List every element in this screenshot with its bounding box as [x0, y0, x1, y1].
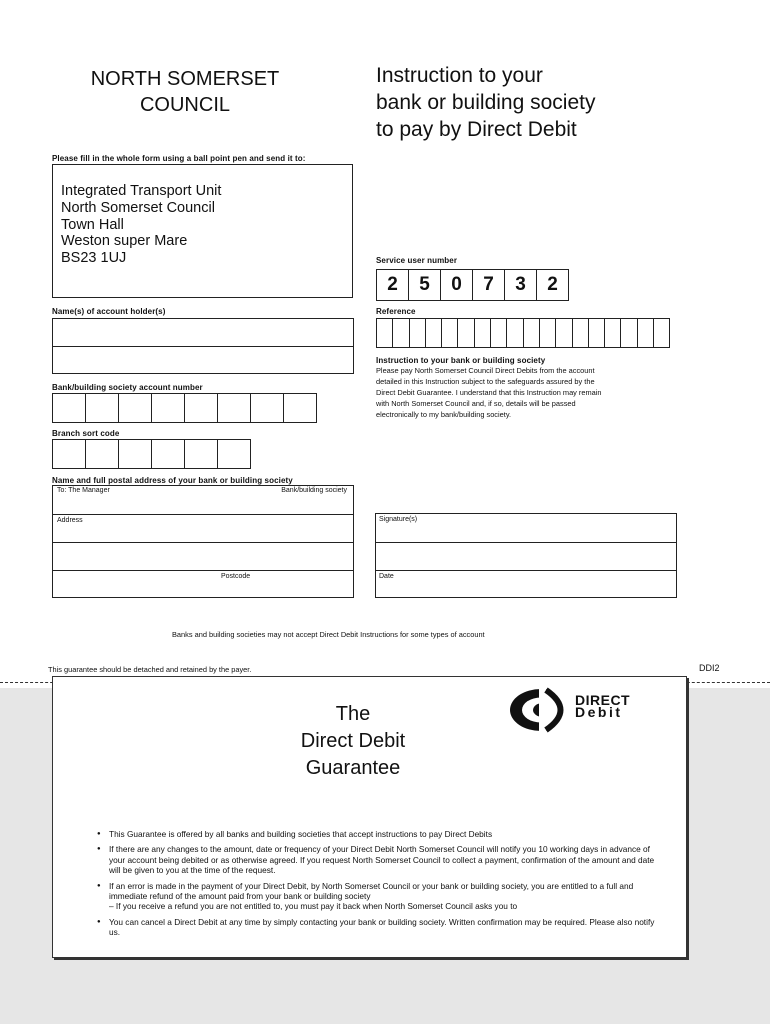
send-address-box: [52, 164, 353, 298]
service-user-label: Service user number: [376, 256, 458, 265]
sort-code-cell[interactable]: [151, 439, 185, 469]
service-user-digit: 2: [376, 269, 409, 301]
reference-cell[interactable]: [474, 318, 491, 348]
reference-cell[interactable]: [392, 318, 409, 348]
sort-code-cell[interactable]: [118, 439, 152, 469]
instruction-text-line: with North Somerset Council and, if so, details will be passed: [376, 399, 576, 408]
instruction-text-line: electronically to my bank/building society.: [376, 410, 512, 419]
address-row-1[interactable]: [53, 515, 353, 543]
guarantee-bullet-item: [97, 881, 665, 912]
instruction-text-line: Direct Debit Guarantee. I understand that this Instruction may remain: [376, 388, 602, 397]
sort-code-cell[interactable]: [217, 439, 251, 469]
reference-cell[interactable]: [555, 318, 572, 348]
sort-code-cell[interactable]: [184, 439, 218, 469]
sort-code-cell[interactable]: [52, 439, 86, 469]
service-user-digit: 5: [408, 269, 441, 301]
send-address-line: BS23 1UJ: [61, 250, 127, 267]
send-address-line: Town Hall: [61, 216, 124, 233]
account-number-label: Bank/building society account number: [52, 383, 203, 392]
direct-debit-logo: [509, 687, 659, 733]
account-number-cell[interactable]: [85, 393, 119, 423]
guarantee-title-line: The: [335, 703, 371, 725]
send-address-line: North Somerset Council: [61, 199, 215, 216]
account-holder-label: Name(s) of account holder(s): [52, 307, 166, 316]
account-holder-input-2[interactable]: [53, 347, 353, 374]
reference-input[interactable]: [377, 318, 670, 348]
account-holder-box: [52, 318, 354, 374]
account-number-cell[interactable]: [217, 393, 251, 423]
council-name-line: NORTH SOMERSET: [90, 68, 280, 90]
reference-cell[interactable]: [539, 318, 556, 348]
instruction-block: [376, 356, 676, 420]
guarantee-bullet: If an error is made in the payment of your Direct Debit, by North Somerset Council or your bank or building society, you are entitled to a full and immediate refund of the amount paid from your bank or building society: [109, 880, 634, 902]
sort-code-input[interactable]: [53, 439, 251, 469]
signature-label: Signature(s): [379, 516, 418, 523]
reference-cell[interactable]: [506, 318, 523, 348]
bank-building-label: Bank/building society: [281, 487, 347, 494]
send-address-line: Weston super Mare: [61, 233, 188, 250]
to-manager-label: To: The Manager: [57, 487, 110, 494]
logo-text-direct: DIRECT: [575, 692, 631, 708]
account-number-cell[interactable]: [52, 393, 86, 423]
form-code: DDI2: [699, 663, 720, 673]
council-name-line: COUNCIL: [139, 94, 230, 116]
guarantee-bullet: ● You can cancel a Direct Debit at any time by simply contacting your bank or building society. Written confirmation may be required. Please also notify us.: [97, 917, 665, 938]
guarantee-title-line: Direct Debit: [300, 730, 406, 752]
service-user-digit: 0: [440, 269, 473, 301]
instruction-text-line: detailed in this Instruction subject to the safeguards assured by the: [376, 377, 595, 386]
reference-cell[interactable]: [490, 318, 507, 348]
reference-cell[interactable]: [409, 318, 426, 348]
guarantee-bullet: ● This Guarantee is offered by all banks and building societies that accept instructions to pay Direct Debits: [97, 829, 665, 839]
reference-cell[interactable]: [620, 318, 637, 348]
logo-text: [575, 694, 630, 718]
logo-text-debit: Debit: [575, 704, 623, 720]
postcode-label: Postcode: [221, 573, 251, 580]
signature-row-2[interactable]: [376, 543, 676, 571]
banks-note: Banks and building societies may not accept Direct Debit Instructions for some types of account: [172, 630, 485, 639]
guarantee-sub-bullet: – If you receive a refund you are not entitled to, you must pay it back when North Somerset Council asks you to: [109, 901, 518, 912]
instruction-text-line: Please pay North Somerset Council Direct Debits from the account: [376, 366, 595, 375]
signature-date-box: [375, 513, 677, 598]
account-number-cell[interactable]: [250, 393, 284, 423]
signature-row-1[interactable]: [376, 514, 676, 543]
reference-label: Reference: [376, 307, 416, 316]
account-number-cell[interactable]: [184, 393, 218, 423]
instruction-heading: Instruction to your bank or building society: [376, 356, 546, 365]
guarantee-bullet: ● If there are any changes to the amount, date or frequency of your Direct Debit North Somerset Council will notify you 10 working days in advance of your account being debited or as otherwise agreed. If you request North Somerset Council to collect a payment, confirmation of the amount and date will be given to you at the time of the request.: [97, 844, 665, 875]
date-label: Date: [379, 573, 394, 580]
reference-cell[interactable]: [441, 318, 458, 348]
reference-cell[interactable]: [376, 318, 393, 348]
address-label: Address: [57, 517, 83, 524]
direct-debit-logo-icon: [509, 687, 575, 733]
account-number-cell[interactable]: [283, 393, 317, 423]
bank-address-label: Name and full postal address of your bank or building society: [52, 476, 293, 485]
reference-cell[interactable]: [523, 318, 540, 348]
date-row[interactable]: [376, 571, 676, 598]
address-row-3[interactable]: [53, 571, 353, 598]
bank-address-box: [52, 485, 354, 598]
form-title-line: to pay by Direct Debit: [376, 118, 577, 141]
reference-cell[interactable]: [637, 318, 654, 348]
account-number-cell[interactable]: [118, 393, 152, 423]
form-title-line: bank or building society: [376, 91, 596, 114]
form-title: [376, 62, 595, 143]
service-user-digit: 3: [504, 269, 537, 301]
account-number-cell[interactable]: [151, 393, 185, 423]
detach-note: This guarantee should be detached and retained by the payer.: [48, 665, 252, 674]
reference-cell[interactable]: [457, 318, 474, 348]
council-name: [55, 66, 315, 118]
guarantee-title-line: Guarantee: [305, 757, 401, 779]
address-row-2[interactable]: [53, 543, 353, 571]
account-holder-input-1[interactable]: [53, 319, 353, 347]
guarantee-title: [248, 701, 458, 782]
reference-cell[interactable]: [604, 318, 621, 348]
fill-instruction: Please fill in the whole form using a ball point pen and send it to:: [52, 154, 306, 163]
service-user-digit: 7: [472, 269, 505, 301]
bank-name-row[interactable]: [53, 486, 353, 515]
reference-cell[interactable]: [588, 318, 605, 348]
reference-cell[interactable]: [653, 318, 670, 348]
guarantee-panel: [52, 676, 687, 958]
form-title-line: Instruction to your: [376, 64, 543, 87]
service-user-digit: 2: [536, 269, 569, 301]
sort-code-cell[interactable]: [85, 439, 119, 469]
service-user-number: [377, 269, 569, 301]
guarantee-list: [97, 829, 665, 943]
reference-cell[interactable]: [572, 318, 589, 348]
reference-cell[interactable]: [425, 318, 442, 348]
account-number-input[interactable]: [53, 393, 317, 423]
sort-code-label: Branch sort code: [52, 429, 120, 438]
send-address-line: Integrated Transport Unit: [61, 183, 222, 199]
